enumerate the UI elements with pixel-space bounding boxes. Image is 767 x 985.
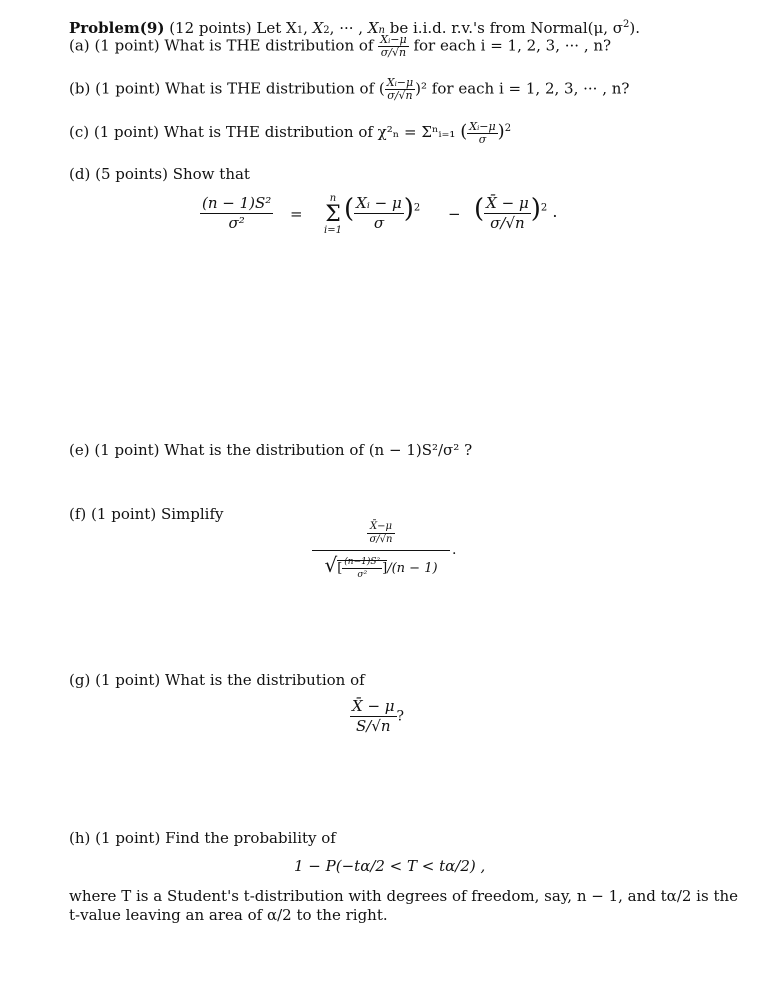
part-f-label: (f): [69, 505, 87, 523]
part-f: [69, 505, 224, 523]
part-a-text: What is THE distribution of: [164, 36, 374, 55]
part-c-label: (c): [69, 123, 90, 141]
part-h-label: (h): [69, 829, 91, 847]
part-e: [69, 441, 472, 459]
f-root-tail: /(n − 1): [387, 561, 438, 576]
part-e-label: (e): [69, 441, 90, 459]
part-b: [69, 77, 629, 102]
part-e-text: What is the distribution of (n − 1)S²/σ² ?: [164, 441, 473, 459]
part-b-text: What is THE distribution of (: [165, 79, 385, 98]
part-c-points: (1 point): [93, 123, 160, 141]
part-f-points: (1 point): [91, 505, 157, 523]
f-root-fraction: $\frac{\text{(n−1)S²}}{\text{σ²}}$: [344, 557, 381, 580]
d-equals: =: [290, 205, 303, 223]
part-h-text: Find the probability of: [165, 829, 336, 847]
part-c-text: What is THE distribution of χ²ₙ = Σⁿᵢ₌₁: [163, 123, 456, 141]
problem-intro-a: Let X: [256, 19, 297, 37]
part-a: [69, 34, 611, 59]
part-b-fraction: $\frac{\text{Xᵢ−μ}}{\sigma/√n}$: [386, 76, 414, 102]
problem-intro-b: be i.i.d. r.v.'s from Normal(μ, σ: [389, 19, 624, 37]
part-f-expression: $\frac{X̄-\mu}{\sigma/√n}$ √[ $\frac{\text{(n−1)S²}}{\text{σ²}}$ ]/(n − 1): [312, 521, 450, 581]
part-a-label: (a): [69, 36, 90, 55]
part-e-points: (1 point): [94, 441, 160, 459]
part-g-label: (g): [69, 671, 91, 689]
part-g: [69, 671, 365, 689]
part-d-label: (d): [69, 165, 91, 183]
part-g-expression: $\frac{X̄ - \mu}{S/√n}$ ?: [352, 697, 405, 735]
part-h-note-2: t-value leaving an area of α/2 to the right.: [69, 906, 388, 924]
part-h: [69, 829, 336, 847]
part-f-text: Simplify: [160, 505, 224, 523]
problem-intro-c: ).: [629, 19, 641, 37]
part-d-equation: [200, 194, 273, 233]
d-sum: n Σ i=1: [324, 193, 342, 236]
f-inner-fraction: $\frac{X̄-\mu}{\sigma/√n}$: [369, 521, 393, 545]
part-h-points: (1 point): [95, 829, 161, 847]
part-h-note-1: where T is a Student's t-distribution with degrees of freedom, say, n − 1, and tα/2 is the: [69, 887, 739, 905]
part-b-points: (1 point): [95, 79, 161, 98]
d-term1: ( $\frac{\text{Xᵢ − μ}}{\sigma}$ )$^2$: [344, 194, 421, 232]
part-b-tail: )² for each i = 1, 2, 3, ··· , n?: [415, 79, 630, 98]
problem-header: Problem(9) (12 points) Let X1, X2, ··· , Xn be i.i.d. r.v.'s from Normal(μ, $\sigma^2$).: [69, 19, 641, 37]
part-a-points: (1 point): [94, 36, 160, 55]
part-a-fraction: $\frac{\text{Xᵢ−μ}}{\sigma/√n}$: [380, 33, 407, 59]
part-d-text: Show that: [172, 165, 250, 183]
d-term2: ( $\frac{X̄ - \mu}{\sigma/√n}$ )$^2$ .: [474, 194, 558, 232]
part-d-points: (5 points): [95, 165, 168, 183]
part-a-tail: for each i = 1, 2, 3, ··· , n?: [413, 36, 612, 55]
part-d: [69, 165, 250, 183]
part-g-text: What is the distribution of: [165, 671, 365, 689]
part-c: (c) (1 point) What is THE distribution of χ²ₙ = Σⁿᵢ₌₁ ( $\frac{\text{Xᵢ−μ}}{\sigma}$ )$^2$: [69, 119, 512, 146]
part-g-points: (1 point): [95, 671, 161, 689]
part-b-label: (b): [69, 79, 91, 98]
d-minus: −: [448, 205, 461, 223]
part-c-fraction: $\frac{\text{Xᵢ−μ}}{\sigma}$: [469, 119, 496, 146]
part-h-formula: 1 − P(−tα/2 < T < tα/2) ,: [294, 857, 486, 875]
d-lhs-fraction: $\frac{\text{(n − 1)S²}}{\text{σ²}}$: [202, 194, 272, 232]
problem-points: (12 points): [169, 19, 252, 37]
problem-title: Problem(9): [69, 19, 165, 37]
